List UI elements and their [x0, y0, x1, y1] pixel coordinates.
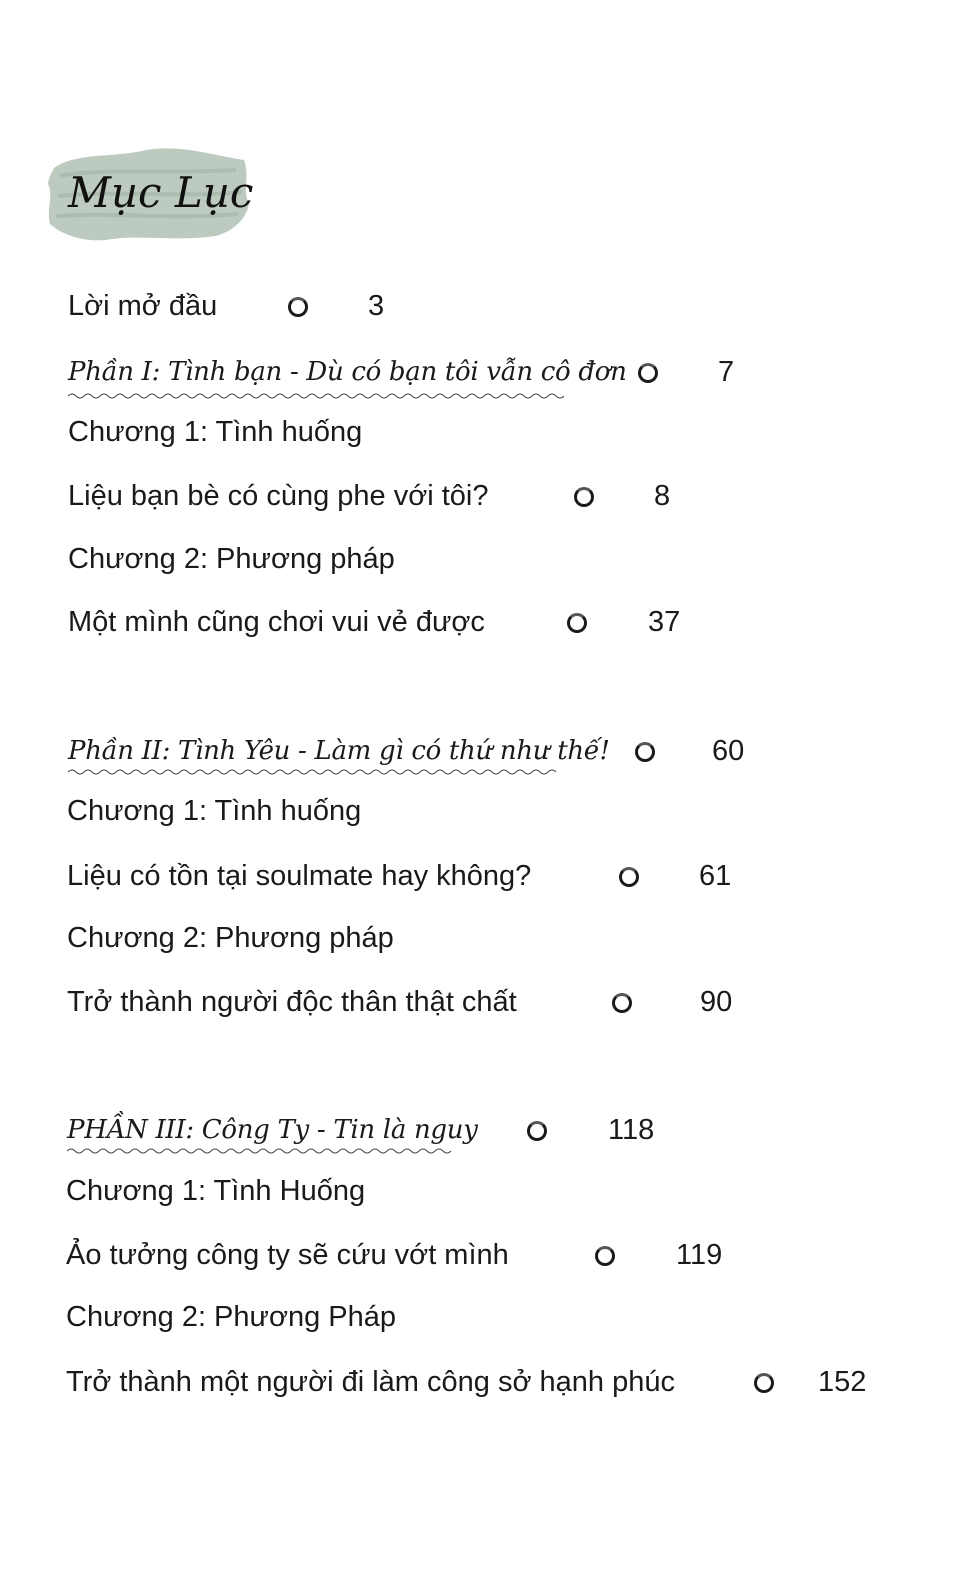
toc-page-number: 7: [718, 356, 735, 388]
toc-entry-label: Trở thành người độc thân thật chất: [67, 986, 517, 1018]
toc-page-number: 3: [368, 290, 385, 322]
toc-page-number: 152: [818, 1366, 867, 1398]
toc-entry-label: Một mình cũng chơi vui vẻ được: [68, 606, 485, 638]
toc-page-number: 119: [676, 1239, 723, 1271]
toc-entry-part-1[interactable]: [68, 352, 768, 392]
toc-entry-part-2[interactable]: [68, 731, 788, 771]
toc-chapter-heading: [68, 539, 568, 579]
toc-title-block: [46, 146, 254, 242]
toc-entry-label: Lời mở đầu: [68, 290, 218, 322]
toc-entry-label: Trở thành một người đi làm công sở hạnh phúc: [66, 1366, 675, 1398]
bullet-circle-icon: [595, 1246, 615, 1266]
toc-page-number: 8: [654, 480, 671, 512]
bullet-circle-icon: [619, 867, 639, 887]
toc-page-number: 118: [608, 1114, 655, 1146]
bullet-circle-icon: [288, 297, 308, 317]
wavy-underline: [68, 768, 558, 776]
toc-entry[interactable]: [67, 982, 787, 1022]
toc-page-number: 60: [712, 735, 745, 767]
bullet-circle-icon: [612, 993, 632, 1013]
toc-entry-part-3[interactable]: [67, 1110, 707, 1150]
toc-part-label: Phần I: Tình bạn - Dù có bạn tôi vẫn cô đơn: [68, 357, 627, 387]
toc-entry-label: Liệu có tồn tại soulmate hay không?: [67, 860, 532, 892]
bullet-circle-icon: [638, 363, 658, 383]
toc-entry[interactable]: [68, 476, 768, 516]
wavy-underline: [67, 1147, 453, 1155]
bullet-circle-icon: [635, 742, 655, 762]
chapter-label: Chương 2: Phương pháp: [68, 543, 395, 575]
chapter-label: Chương 1: Tình Huống: [66, 1175, 366, 1207]
chapter-label: Chương 2: Phương Pháp: [66, 1301, 397, 1333]
bullet-circle-icon: [574, 487, 594, 507]
toc-entry-intro[interactable]: [68, 286, 468, 326]
chapter-label: Chương 1: Tình huống: [68, 416, 363, 448]
bullet-circle-icon: [754, 1373, 774, 1393]
toc-entry[interactable]: [66, 1235, 786, 1275]
toc-chapter-heading: [66, 1171, 566, 1211]
toc-page-number: 61: [699, 860, 732, 892]
chapter-label: Chương 1: Tình huống: [67, 795, 362, 827]
bullet-circle-icon: [527, 1121, 547, 1141]
toc-part-label: Phần II: Tình Yêu - Làm gì có thứ như thế!: [68, 736, 610, 766]
toc-entry[interactable]: [67, 856, 787, 896]
toc-page-number: 90: [700, 986, 733, 1018]
toc-entry[interactable]: [66, 1362, 916, 1402]
toc-chapter-heading: [68, 412, 568, 452]
wavy-underline: [68, 392, 570, 400]
chapter-label: Chương 2: Phương pháp: [67, 922, 394, 954]
toc-part-label: PHẦN III: Công Ty - Tin là nguy: [67, 1115, 478, 1145]
page-title: Mục Lục: [68, 168, 254, 217]
toc-chapter-heading: [66, 1297, 566, 1337]
toc-page-number: 37: [648, 606, 681, 638]
toc-entry-label: Liệu bạn bè có cùng phe với tôi?: [68, 480, 489, 512]
toc-entry[interactable]: [68, 602, 768, 642]
toc-entry-label: Ảo tưởng công ty sẽ cứu vớt mình: [66, 1239, 509, 1271]
bullet-circle-icon: [567, 613, 587, 633]
toc-chapter-heading: [67, 791, 567, 831]
toc-chapter-heading: [67, 918, 567, 958]
